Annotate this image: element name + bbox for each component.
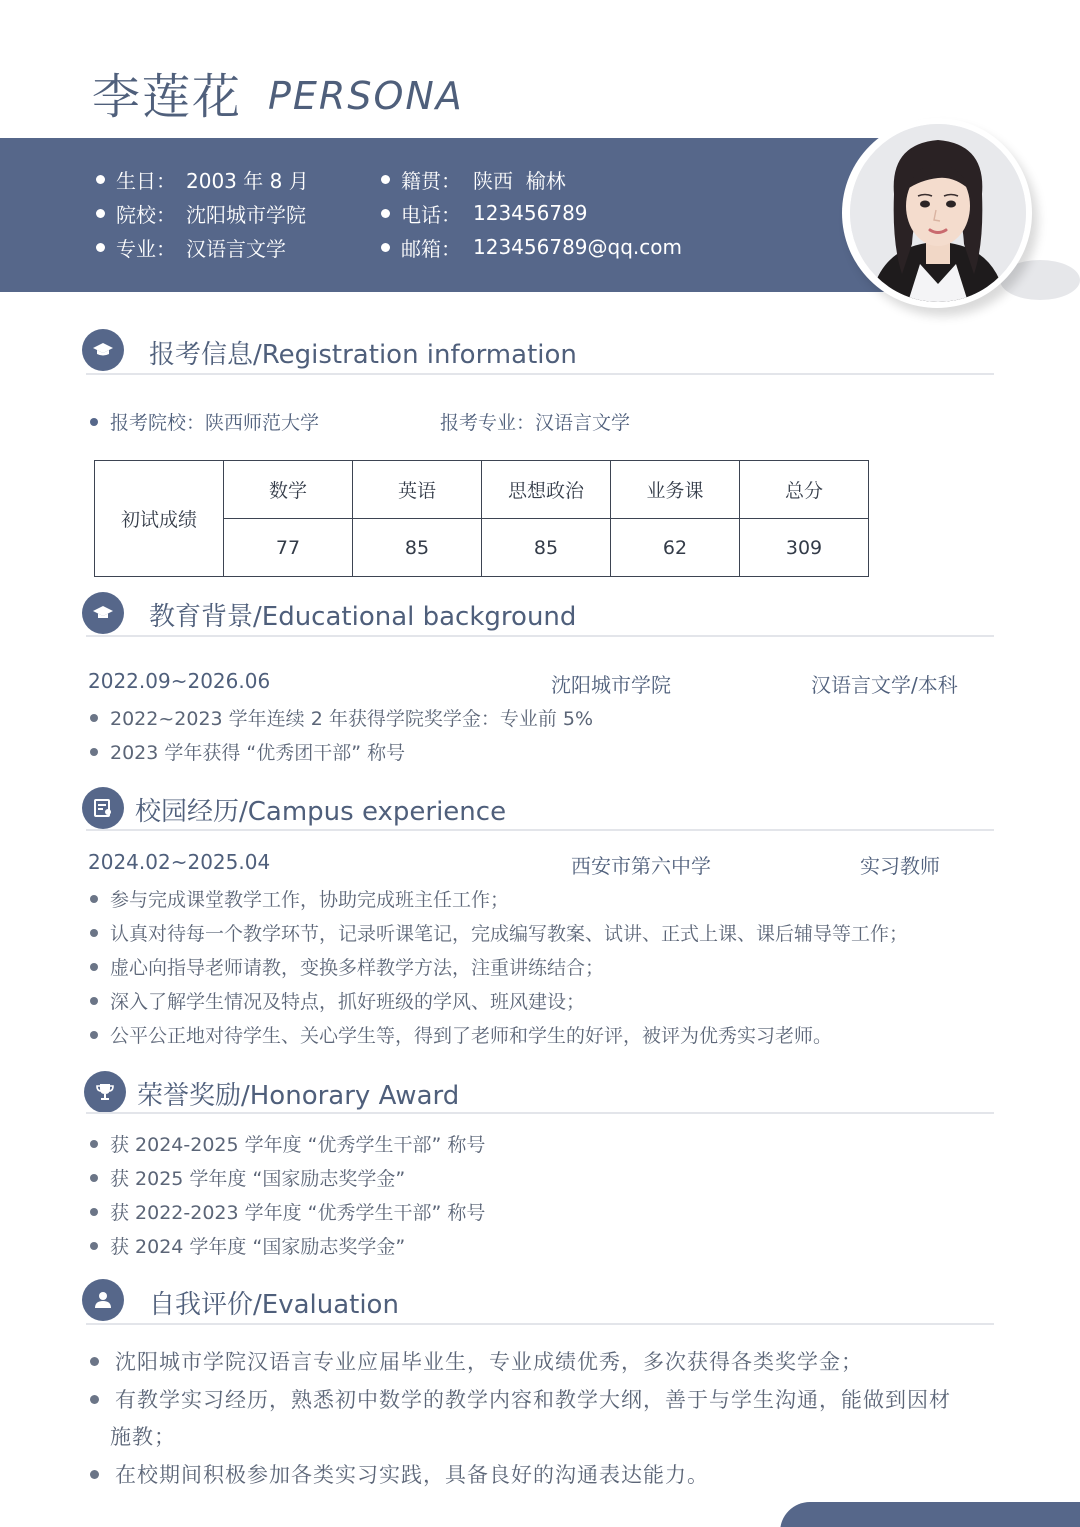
list-item-text: 公平公正地对待学生、关心学生等，得到了老师和学生的好评，被评为优秀实习老师。: [110, 1025, 833, 1047]
score-cell: 309: [740, 519, 869, 577]
list-item-text: 获 2025 学年度 “国家励志奖学金”: [110, 1168, 406, 1190]
section-title-evaluation: 自我评价/Evaluation: [149, 1290, 399, 1320]
score-cell: 85: [353, 519, 482, 577]
info-row-birthday: [96, 162, 309, 196]
list-item-text: 认真对待每一个教学环节，记录听课笔记，完成编写教案、试讲、正式上课、课后辅导等工作；: [110, 923, 909, 945]
section-divider: [86, 635, 994, 637]
bullet-dot: [90, 1395, 99, 1404]
info-label: 专业：: [116, 236, 176, 261]
section-title-registration: 报考信息/Registration information: [149, 340, 577, 370]
score-cell: 77: [224, 519, 353, 577]
section-divider: [86, 829, 994, 831]
info-value: 陕西 榆林: [473, 168, 566, 193]
certificate-icon: [82, 787, 124, 829]
table-row: [95, 461, 869, 519]
info-value: 汉语言文学: [186, 236, 286, 261]
list-item-continuation: 施教；: [110, 1425, 176, 1449]
list-item-text: 2023 学年获得 “优秀团干部” 称号: [110, 742, 406, 764]
subject-header: 业务课: [611, 461, 740, 519]
info-label: 邮箱：: [401, 236, 461, 261]
list-item-text: 有教学实习经历，熟悉初中数学的教学内容和教学大纲，善于与学生沟通，能做到因材: [115, 1388, 951, 1412]
section-title-education: 教育背景/Educational background: [149, 602, 577, 632]
bullet-dot: [96, 243, 105, 252]
campus-org: 西安市第六中学: [571, 854, 711, 878]
personal-info-left: [96, 162, 309, 264]
list-item: [90, 1130, 485, 1157]
education-major: 汉语言文学/本科: [811, 673, 958, 697]
score-cell: 85: [482, 519, 611, 577]
score-cell: 62: [611, 519, 740, 577]
bullet-dot: [90, 895, 98, 903]
list-item: [90, 704, 593, 731]
info-value: 沈阳城市学院: [186, 202, 306, 227]
info-row-hometown: [381, 162, 566, 196]
education-period: 2022.09~2026.06: [88, 669, 271, 693]
bullet-dot: [90, 1357, 99, 1366]
info-row-email: [381, 230, 682, 264]
subject-header: 总分: [740, 461, 869, 519]
resume-name: 李莲花: [92, 69, 243, 125]
list-item: [90, 885, 509, 912]
info-row-phone: [381, 196, 588, 230]
persona-title: PERSONA: [268, 74, 464, 118]
list-item-text: 获 2022-2023 学年度 “优秀学生干部” 称号: [110, 1202, 486, 1224]
bullet-dot: [381, 209, 390, 218]
list-item-text: 沈阳城市学院汉语言专业应届毕业生，专业成绩优秀，多次获得各类奖学金；: [115, 1350, 863, 1374]
bullet-dot: [381, 175, 390, 184]
list-item-text: 获 2024 学年度 “国家励志奖学金”: [110, 1236, 406, 1258]
campus-period: 2024.02~2025.04: [88, 850, 271, 874]
bullet-dot: [90, 1242, 98, 1250]
person-icon: [82, 1279, 124, 1321]
info-label: 生日：: [116, 168, 176, 193]
trophy-icon: [84, 1071, 126, 1113]
info-value: 2003 年 8 月: [186, 168, 309, 193]
bullet-dot: [90, 1031, 98, 1039]
list-item: [90, 738, 405, 765]
education-school: 沈阳城市学院: [551, 673, 671, 697]
subject-header: 思想政治: [482, 461, 611, 519]
list-item: [90, 953, 604, 980]
info-row-major: [96, 230, 286, 264]
bullet-dot: [90, 748, 98, 756]
exam-score-table: [94, 460, 869, 577]
list-item: [90, 1232, 405, 1259]
bullet-dot: [90, 418, 98, 426]
section-title-honors: 荣誉奖励/Honorary Award: [137, 1081, 460, 1111]
bullet-dot: [90, 1470, 99, 1479]
list-item-text: 虚心向指导老师请教，变换多样教学方法，注重讲练结合；: [110, 957, 605, 979]
bullet-dot: [90, 1174, 98, 1182]
section-title-campus: 校园经历/Campus experience: [135, 797, 507, 827]
info-value: 123456789: [473, 201, 588, 225]
list-item: [90, 1384, 951, 1414]
section-divider: [86, 373, 994, 375]
registration-school: [90, 408, 319, 435]
subject-header: 数学: [224, 461, 353, 519]
section-divider: [86, 1323, 994, 1325]
section-divider: [86, 1112, 994, 1114]
campus-role: 实习教师: [860, 854, 940, 878]
bullet-dot: [90, 929, 98, 937]
list-item-text: 深入了解学生情况及特点，抓好班级的学风、班风建设；: [110, 991, 586, 1013]
bullet-dot: [90, 1140, 98, 1148]
registration-major: 报考专业：汉语言文学: [440, 412, 631, 434]
info-label: 院校：: [116, 202, 176, 227]
bullet-dot: [381, 243, 390, 252]
personal-info-right: [381, 162, 682, 264]
list-item: [90, 987, 585, 1014]
portrait-illustration: [850, 124, 1026, 302]
registration-school-text: 报考院校：陕西师范大学: [110, 412, 320, 434]
list-item: [90, 919, 908, 946]
info-label: 电话：: [401, 202, 461, 227]
subject-header: 英语: [353, 461, 482, 519]
list-item: [90, 1198, 485, 1225]
footer-decoration: [780, 1502, 1080, 1527]
list-item-text: 参与完成课堂教学工作，协助完成班主任工作；: [110, 889, 510, 911]
graduation-cap-icon: [82, 329, 124, 371]
mortarboard-icon: [82, 592, 124, 634]
bullet-dot: [90, 1208, 98, 1216]
bullet-dot: [90, 714, 98, 722]
info-value: 123456789@qq.com: [473, 235, 682, 259]
list-item: [90, 1346, 863, 1376]
bullet-dot: [96, 209, 105, 218]
profile-photo: [850, 124, 1026, 302]
list-item: [90, 1459, 709, 1489]
info-label: 籍贯：: [401, 168, 461, 193]
table-row-header: 初试成绩: [95, 461, 224, 577]
list-item-text: 获 2024-2025 学年度 “优秀学生干部” 称号: [110, 1134, 486, 1156]
list-item-text: 2022~2023 学年连续 2 年获得学院奖学金：专业前 5%: [110, 708, 594, 730]
list-item: [90, 1021, 832, 1048]
list-item-text: 在校期间积极参加各类实习实践，具备良好的沟通表达能力。: [115, 1463, 709, 1487]
info-row-school: [96, 196, 306, 230]
bullet-dot: [90, 997, 98, 1005]
bullet-dot: [90, 963, 98, 971]
list-item: [90, 1164, 405, 1191]
bullet-dot: [96, 175, 105, 184]
